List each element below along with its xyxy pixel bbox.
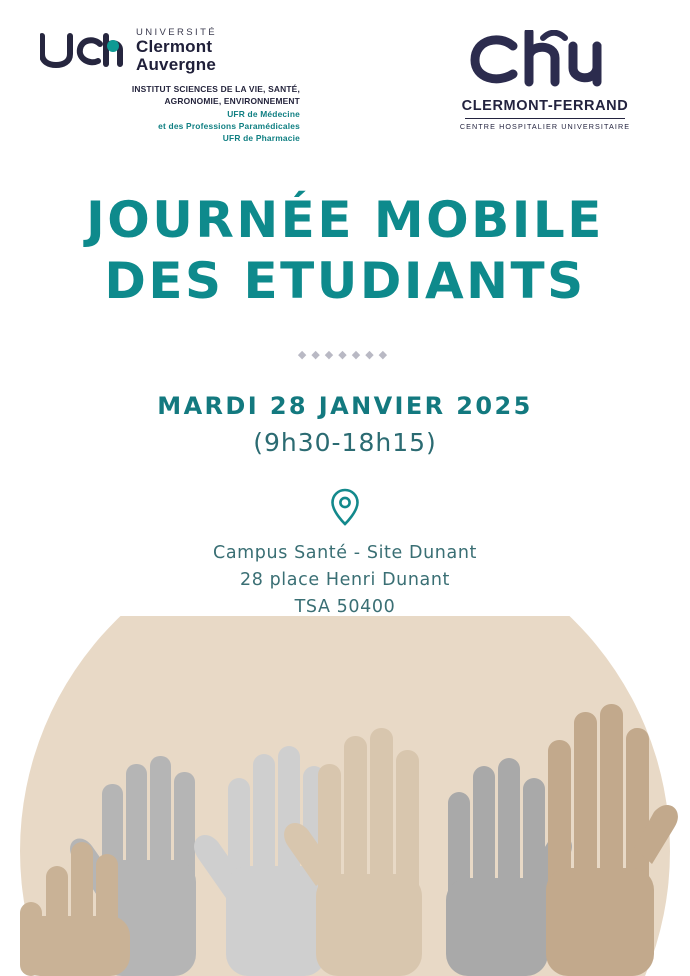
page-title xyxy=(0,190,690,312)
uca-logo-block xyxy=(40,28,300,144)
address-line-2: 28 place Henri Dunant xyxy=(239,570,451,591)
uca-ufr-paramedical: et des Professions Paramédicales xyxy=(158,120,300,131)
title-line-2: DES ETUDIANTS xyxy=(104,252,586,310)
event-time: (9h30-18h15) xyxy=(253,428,437,457)
uca-institute-block xyxy=(40,83,300,144)
title-line-1: JOURNÉE MOBILE xyxy=(86,191,604,249)
raised-hands-illustration xyxy=(0,616,690,976)
address-line-1: Campus Santé - Site Dunant xyxy=(213,543,477,563)
uca-ufr-medecine: UFR de Médecine xyxy=(227,108,300,119)
uca-ufr-pharmacie: UFR de Pharmacie xyxy=(222,132,300,143)
diamond-separator-icon: ◆◆◆◆◆◆◆ xyxy=(297,349,393,361)
uca-clermont-label: Clermont xyxy=(136,36,213,56)
chu-name-label: CLERMONT-FERRAND xyxy=(461,98,629,114)
uca-auvergne-label: Auvergne xyxy=(136,54,217,74)
uca-logo-icon xyxy=(40,32,126,66)
event-date: MARDI 28 JANVIER 2025 xyxy=(157,392,533,420)
uca-logo-row xyxy=(40,28,300,73)
address-line-3: TSA 50400 xyxy=(294,597,396,618)
uca-institute-line1: INSTITUT SCIENCES DE LA VIE, SANTÉ, xyxy=(131,84,300,95)
chu-divider xyxy=(465,118,625,119)
location-pin-icon xyxy=(0,488,690,531)
chu-subtitle-label: CENTRE HOSPITALIER UNIVERSITAIRE xyxy=(459,122,631,131)
uca-institute-line2: AGRONOMIE, ENVIRONNEMENT xyxy=(164,96,300,107)
uca-universite-label: UNIVERSITÉ xyxy=(136,27,218,38)
poster-header xyxy=(0,0,690,170)
chu-logo-icon xyxy=(440,30,650,92)
uca-wordmark xyxy=(136,28,217,73)
chu-logo-block xyxy=(440,30,650,131)
